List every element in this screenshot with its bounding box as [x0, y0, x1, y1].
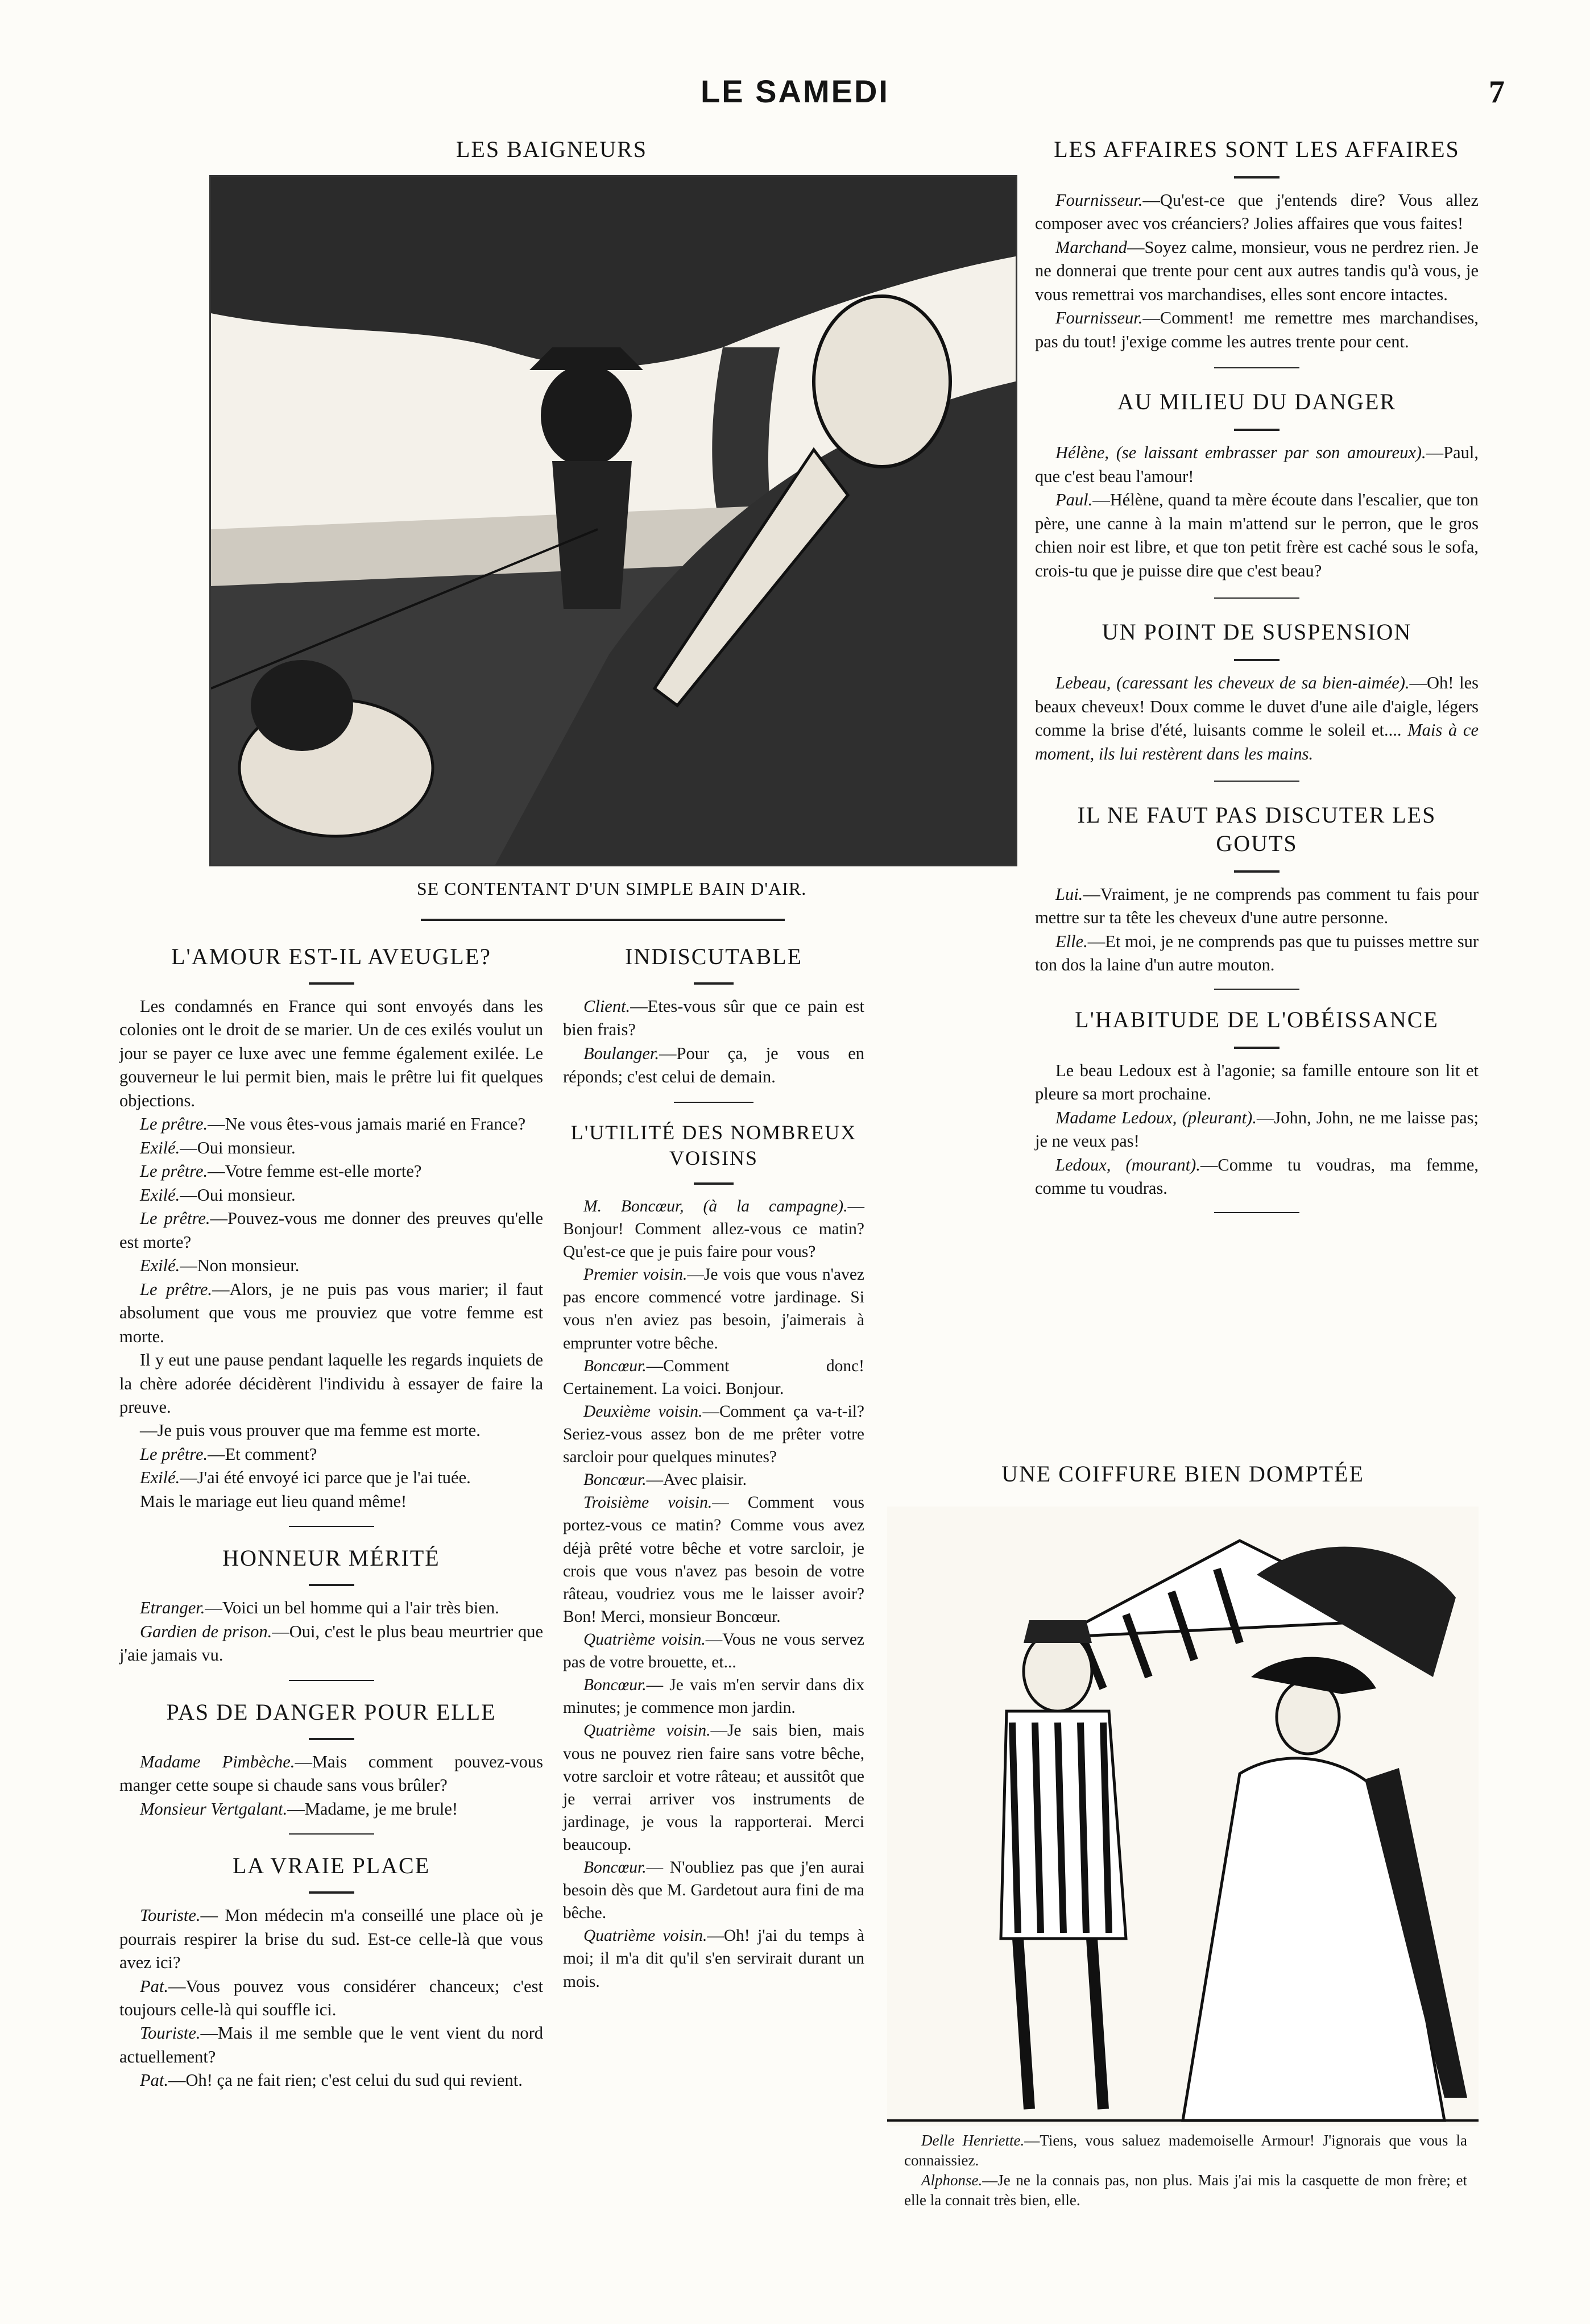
dialogue-line — [1035, 1106, 1479, 1153]
dialogue-line — [563, 1042, 864, 1089]
speaker: Le prêtre. — [140, 1444, 208, 1464]
page-number: 7 — [1489, 74, 1505, 110]
speaker: Quatrième voisin. — [583, 1721, 711, 1740]
speaker: Deuxième voisin. — [583, 1402, 703, 1421]
divider — [1214, 781, 1299, 782]
line-text: —Etes-vous sûr que ce pain est bien frais? — [563, 997, 864, 1040]
dialogue-line — [119, 1904, 543, 1974]
line-text: —Je puis vous prouver que ma femme est morte. — [140, 1421, 481, 1441]
divider — [1214, 367, 1299, 368]
couple-drawing — [887, 1507, 1479, 2126]
speaker: Premier voisin. — [583, 1265, 688, 1284]
place-text — [119, 1904, 543, 2093]
speaker: Hélène, (se laissant embrasser par son amoureux). — [1055, 443, 1426, 463]
line-text: —Ne vous êtes-vous jamais marié en France? — [208, 1114, 526, 1134]
speaker: Lui. — [1055, 884, 1083, 904]
italic-tail: Mais à ce moment, ils lui restèrent dans les mains. — [1035, 720, 1479, 763]
line-text: Mais le mariage eut lieu quand même! — [140, 1491, 407, 1511]
dialogue-line — [119, 1975, 543, 2022]
line-text: —Comment! me remettre mes marchandises, pas du tout! j'exige comme les autres trente pour cent. — [1035, 308, 1479, 351]
line-text: —Hélène, quand ta mère écoute dans l'escalier, que ton père, une canne à la main m'attend sur le perron, que le gros chien noir est libre, et que ton petit frère est caché sous le sofa, crois-tu que je puisse dire que c'est beau? — [1035, 490, 1479, 580]
divider — [694, 982, 734, 985]
speaker: Exilé. — [140, 1256, 180, 1276]
suspension-text — [1035, 671, 1479, 766]
masthead-title: LE SAMEDI — [701, 73, 889, 109]
line-text: Il y eut une pause pendant laquelle les regards inquiets de la chère adorée décidèrent l'individu à essayer de faire la preuve. — [119, 1350, 543, 1417]
speaker: Etranger. — [140, 1598, 205, 1618]
middle-column — [563, 943, 864, 1993]
dialogue-line — [563, 1468, 864, 1491]
line-text: —Comment donc! Certainement. La voici. Bonjour. — [563, 1356, 864, 1398]
dialogue-line — [119, 1278, 543, 1348]
dialogue-line — [119, 1254, 543, 1277]
line-text: —John, John, ne me laisse pas; je ne veux pas! — [1035, 1107, 1479, 1151]
divider — [1234, 1047, 1280, 1049]
speaker: Le prêtre. — [140, 1279, 212, 1299]
milieu-title: AU MILIEU DU DANGER — [1117, 389, 1397, 415]
coiffure-illustration — [887, 1507, 1479, 2126]
line-text: —Je ne la connais pas, non plus. Mais j'ai mis la casquette de mon frère; et elle la connait très bien, elle. — [904, 2172, 1467, 2209]
speaker: Le prêtre. — [140, 1161, 208, 1181]
divider — [694, 1182, 734, 1185]
divider — [1234, 870, 1280, 873]
speaker: Fournisseur. — [1055, 308, 1143, 328]
line-text: —Comme tu voudras, ma femme, comme tu voudras. — [1035, 1155, 1479, 1198]
speaker: Madame Pimbèche. — [140, 1752, 295, 1771]
line-text: —Mais comment pouvez-vous manger cette soupe si chaude sans vous brûler? — [119, 1752, 543, 1795]
dialogue-line — [1035, 930, 1479, 977]
honneur-title: HONNEUR MÉRITÉ — [222, 1545, 440, 1571]
voisins-title: L'UTILITÉ DES NOMBREUX VOISINS — [570, 1120, 857, 1169]
speaker: Boncœur. — [583, 1356, 647, 1375]
milieu-text — [1035, 441, 1479, 583]
line-text: —Paul, que c'est beau l'amour! — [1035, 443, 1479, 486]
line-text: —Vraiment, je ne comprends pas comment tu fais pour mettre sur ta tête les cheveux d'une autre personne. — [1035, 884, 1479, 928]
speaker: Boncœur. — [583, 1858, 647, 1877]
dialogue-line — [119, 1466, 543, 1489]
line-text: —Non monsieur. — [180, 1256, 300, 1276]
dialogue-line — [904, 2171, 1467, 2210]
dialogue-line — [119, 1419, 543, 1442]
line-text: —Mais il me semble que le vent vient du nord actuellement? — [119, 2023, 543, 2066]
line-text: Le beau Ledoux est à l'agonie; sa famille entoure son lit et pleure sa mort prochaine. — [1035, 1060, 1479, 1104]
line-text: —Vous ne vous servez pas de votre brouette, et... — [563, 1630, 865, 1672]
divider — [309, 1584, 354, 1586]
dialogue-line — [119, 1596, 543, 1620]
right-column — [1035, 135, 1479, 1213]
dialogue-line — [1035, 671, 1479, 766]
suspension-title: UN POINT DE SUSPENSION — [1102, 619, 1412, 645]
line-text: —Madame, je me brule! — [287, 1799, 458, 1819]
speaker: Touriste. — [140, 1906, 201, 1925]
dialogue-line — [563, 1674, 864, 1719]
affaires-text — [1035, 189, 1479, 354]
dialogue-line — [1035, 883, 1479, 930]
speaker: Elle. — [1055, 931, 1088, 951]
dialogue-line — [563, 1856, 864, 1924]
speaker: Le prêtre. — [140, 1114, 208, 1134]
dialogue-line — [563, 1355, 864, 1400]
divider — [1214, 989, 1299, 990]
dialogue-line — [1035, 236, 1479, 306]
line-text: —Je vois que vous n'avez pas encore commencé votre jardinage. Si vous n'en aviez pas besoin, j'aimerais à emprunter votre bêche. — [563, 1265, 865, 1352]
dialogue-line — [119, 1620, 543, 1667]
divider — [309, 982, 354, 985]
dialogue-line — [563, 1719, 864, 1856]
speaker: Exilé. — [140, 1138, 180, 1157]
line-text: — Comment vous portez-vous ce matin? Comme vous avez déjà prêté votre bêche et votre sarcloir, je crois que vous n'avez pas besoin de votre râteau, voudriez vous me le laisser avoir? Bon! Merci, monsieur Boncœur. — [563, 1493, 864, 1626]
dialogue-line — [119, 1136, 543, 1160]
speaker: Ledoux, (mourant). — [1055, 1155, 1200, 1175]
speaker: Pat. — [140, 2070, 168, 2090]
bathers-drawing — [211, 177, 1016, 865]
line-text: —Oh! j'ai du temps à moi; il m'a dit qu'il s'en servirait durant un mois. — [563, 1927, 864, 1991]
line-text: — Je vais m'en servir dans dix minutes; je commence mon jardin. — [563, 1676, 864, 1717]
line-text: —Alors, je ne puis pas vous marier; il faut absolument que vous me prouviez que votre femme est morte. — [119, 1279, 543, 1346]
divider — [674, 1102, 753, 1103]
speaker: Touriste. — [140, 2023, 201, 2043]
speaker: M. Boncœur, (à la campagne). — [583, 1197, 848, 1215]
coiffure-caption — [904, 2131, 1467, 2210]
divider — [289, 1526, 374, 1527]
speaker: Fournisseur. — [1055, 190, 1143, 210]
amour-title: L'AMOUR EST-IL AVEUGLE? — [171, 944, 491, 969]
place-title: LA VRAIE PLACE — [232, 1853, 430, 1879]
line-text: —Votre femme est-elle morte? — [208, 1161, 422, 1181]
speaker: Exilé. — [140, 1468, 180, 1488]
dialogue-line — [119, 1348, 543, 1419]
speaker: Quatrième voisin. — [583, 1630, 706, 1649]
baigneurs-caption: SE CONTENTANT D'UN SIMPLE BAIN D'AIR. — [416, 878, 807, 899]
line-text: —Tiens, vous saluez mademoiselle Armour! J'ignorais que vous la connaissiez. — [904, 2132, 1467, 2169]
line-text: —Je sais bien, mais vous ne pouvez rien faire sans votre bêche, votre sarcloir et votre râteau; et aussitôt que je verrai arriver vos instruments de jardinage, je vous la rapporterai. Merci beaucoup. — [563, 1721, 864, 1854]
dialogue-line — [1035, 189, 1479, 236]
dialogue-line — [119, 2022, 543, 2069]
dialogue-line — [563, 995, 864, 1042]
dialogue-line — [904, 2131, 1467, 2171]
divider — [309, 1738, 354, 1740]
dialogue-line — [119, 1490, 543, 1513]
line-text: —Oui, c'est le plus beau meurtrier que j'aie jamais vu. — [119, 1621, 543, 1665]
dialogue-line — [1035, 306, 1479, 354]
dialogue-line — [563, 1628, 864, 1674]
dialogue-line — [119, 1798, 543, 1821]
danger-title: PAS DE DANGER POUR ELLE — [166, 1699, 496, 1725]
line-text: —Avec plaisir. — [646, 1471, 747, 1489]
line-text: —Qu'est-ce que j'entends dire? Vous allez composer avec vos créanciers? Jolies affaires que vous faites! — [1035, 190, 1479, 234]
danger-text — [119, 1750, 543, 1821]
line-text: —Oh! les beaux cheveux! Doux comme le duvet d'une aile d'aigle, légers comme la brise d'été, luisants comme le soleil et.... — [1035, 673, 1479, 740]
dialogue-line — [119, 1184, 543, 1207]
line-text: —Pouvez-vous me donner des preuves qu'elle est morte? — [119, 1209, 544, 1252]
line-text: —Voici un bel homme qui a l'air très bien. — [205, 1598, 499, 1618]
speaker: Quatrième voisin. — [583, 1927, 707, 1945]
line-text: —J'ai été envoyé ici parce que je l'ai tuée. — [180, 1468, 471, 1488]
dialogue-line — [563, 1400, 864, 1468]
speaker: Delle Henriette. — [921, 2132, 1025, 2149]
speaker: Madame Ledoux, (pleurant). — [1055, 1107, 1257, 1127]
speaker: Monsieur Vertgalant. — [140, 1799, 288, 1819]
dialogue-line — [563, 1924, 864, 1993]
obeissance-text — [1035, 1059, 1479, 1201]
affaires-title: LES AFFAIRES SONT LES AFFAIRES — [1054, 136, 1460, 162]
dialogue-line — [1035, 1059, 1479, 1106]
baigneurs-title: LES BAIGNEURS — [456, 136, 648, 162]
dialogue-line — [563, 1195, 864, 1263]
amour-text — [119, 995, 543, 1513]
dialogue-line — [1035, 441, 1479, 488]
speaker: Paul. — [1055, 490, 1093, 510]
dialogue-line — [119, 995, 543, 1113]
divider — [1214, 1212, 1299, 1213]
gouts-title: IL NE FAUT PAS DISCUTER LES GOUTS — [1077, 802, 1436, 856]
line-text: —Vous pouvez vous considérer chanceux; c'est toujours celle-là qui souffle ici. — [119, 1976, 543, 2019]
line-text: —Oui monsieur. — [180, 1138, 296, 1157]
dialogue-line — [119, 1207, 543, 1254]
divider — [1234, 176, 1280, 179]
speaker: Marchand — [1055, 237, 1127, 257]
line-text: —Comment ça va-t-il? Seriez-vous assez bon de me prêter votre sarcloir pour quelques minutes? — [563, 1402, 864, 1467]
dialogue-line — [119, 1113, 543, 1136]
dialogue-line — [119, 1750, 543, 1798]
line-text: — Bonjour! Comment allez-vous ce matin? Qu'est-ce que je puis faire pour vous? — [563, 1197, 864, 1261]
speaker: Client. — [583, 997, 631, 1016]
speaker: Exilé. — [140, 1185, 180, 1205]
obeissance-title: L'HABITUDE DE L'OBÉISSANCE — [1075, 1006, 1439, 1032]
speaker: Troisième voisin. — [583, 1493, 713, 1512]
left-column — [119, 943, 543, 2093]
honneur-text — [119, 1596, 543, 1667]
line-text: — N'oubliez pas que j'en aurai besoin dès que M. Gardetout aura fini de ma bêche. — [563, 1858, 864, 1923]
dialogue-line — [1035, 1153, 1479, 1201]
line-text: —Et comment? — [208, 1444, 317, 1464]
dialogue-line — [1035, 488, 1479, 583]
indiscutable-text — [563, 995, 864, 1089]
divider — [421, 919, 785, 921]
line-text: Les condamnés en France qui sont envoyés dans les colonies ont le droit de se marier. Un de ces exilés voulut un jour se payer ce luxe avec une femme également exilée. Le gouverneur le lui permit bien, mais le prêtre lui fit quelques objections. — [119, 997, 543, 1110]
dialogue-line — [119, 1160, 543, 1183]
line-text: —Soyez calme, monsieur, vous ne perdrez rien. Je ne donnerai que trente pour cent aux autres tandis qu'à vous, je vous remettrai vos marchandises, elles sont encore intactes. — [1035, 237, 1479, 304]
baigneurs-illustration — [209, 175, 1017, 866]
line-text: — Mon médecin m'a conseillé une place où je pourrais respirer la brise du sud. Est-ce celle-là que vous avez ici? — [119, 1906, 543, 1973]
divider — [289, 1680, 374, 1681]
speaker: Boncœur. — [583, 1471, 647, 1489]
dialogue-line — [119, 2069, 543, 2092]
speaker: Le prêtre. — [140, 1209, 210, 1229]
line-text: —Oui monsieur. — [180, 1185, 296, 1205]
speaker: Pat. — [140, 1976, 168, 1996]
speaker: Alphonse. — [921, 2172, 983, 2189]
divider — [1234, 429, 1280, 431]
line-text: —Oh! ça ne fait rien; c'est celui du sud qui revient. — [168, 2070, 523, 2090]
gouts-text — [1035, 883, 1479, 977]
voisins-text — [563, 1195, 864, 1993]
speaker: Gardien de prison. — [140, 1621, 272, 1641]
speaker: Boncœur. — [583, 1676, 647, 1695]
dialogue-line — [563, 1491, 864, 1628]
divider — [1214, 597, 1299, 599]
divider — [309, 1891, 354, 1894]
line-text: —Pour ça, je vous en réponds; c'est celui de demain. — [563, 1043, 864, 1087]
speaker: Boulanger. — [583, 1043, 660, 1063]
dialogue-line — [119, 1443, 543, 1466]
line-text: —Et moi, je ne comprends pas que tu puisses mettre sur ton dos la laine d'un autre mouton. — [1035, 931, 1479, 975]
coiffure-title: UNE COIFFURE BIEN DOMPTÉE — [1001, 1461, 1364, 1487]
indiscutable-title: INDISCUTABLE — [625, 944, 802, 969]
dialogue-line — [563, 1263, 864, 1354]
divider — [1234, 659, 1280, 661]
speaker: Lebeau, (caressant les cheveux de sa bien-aimée). — [1055, 673, 1410, 693]
divider — [289, 1833, 374, 1835]
